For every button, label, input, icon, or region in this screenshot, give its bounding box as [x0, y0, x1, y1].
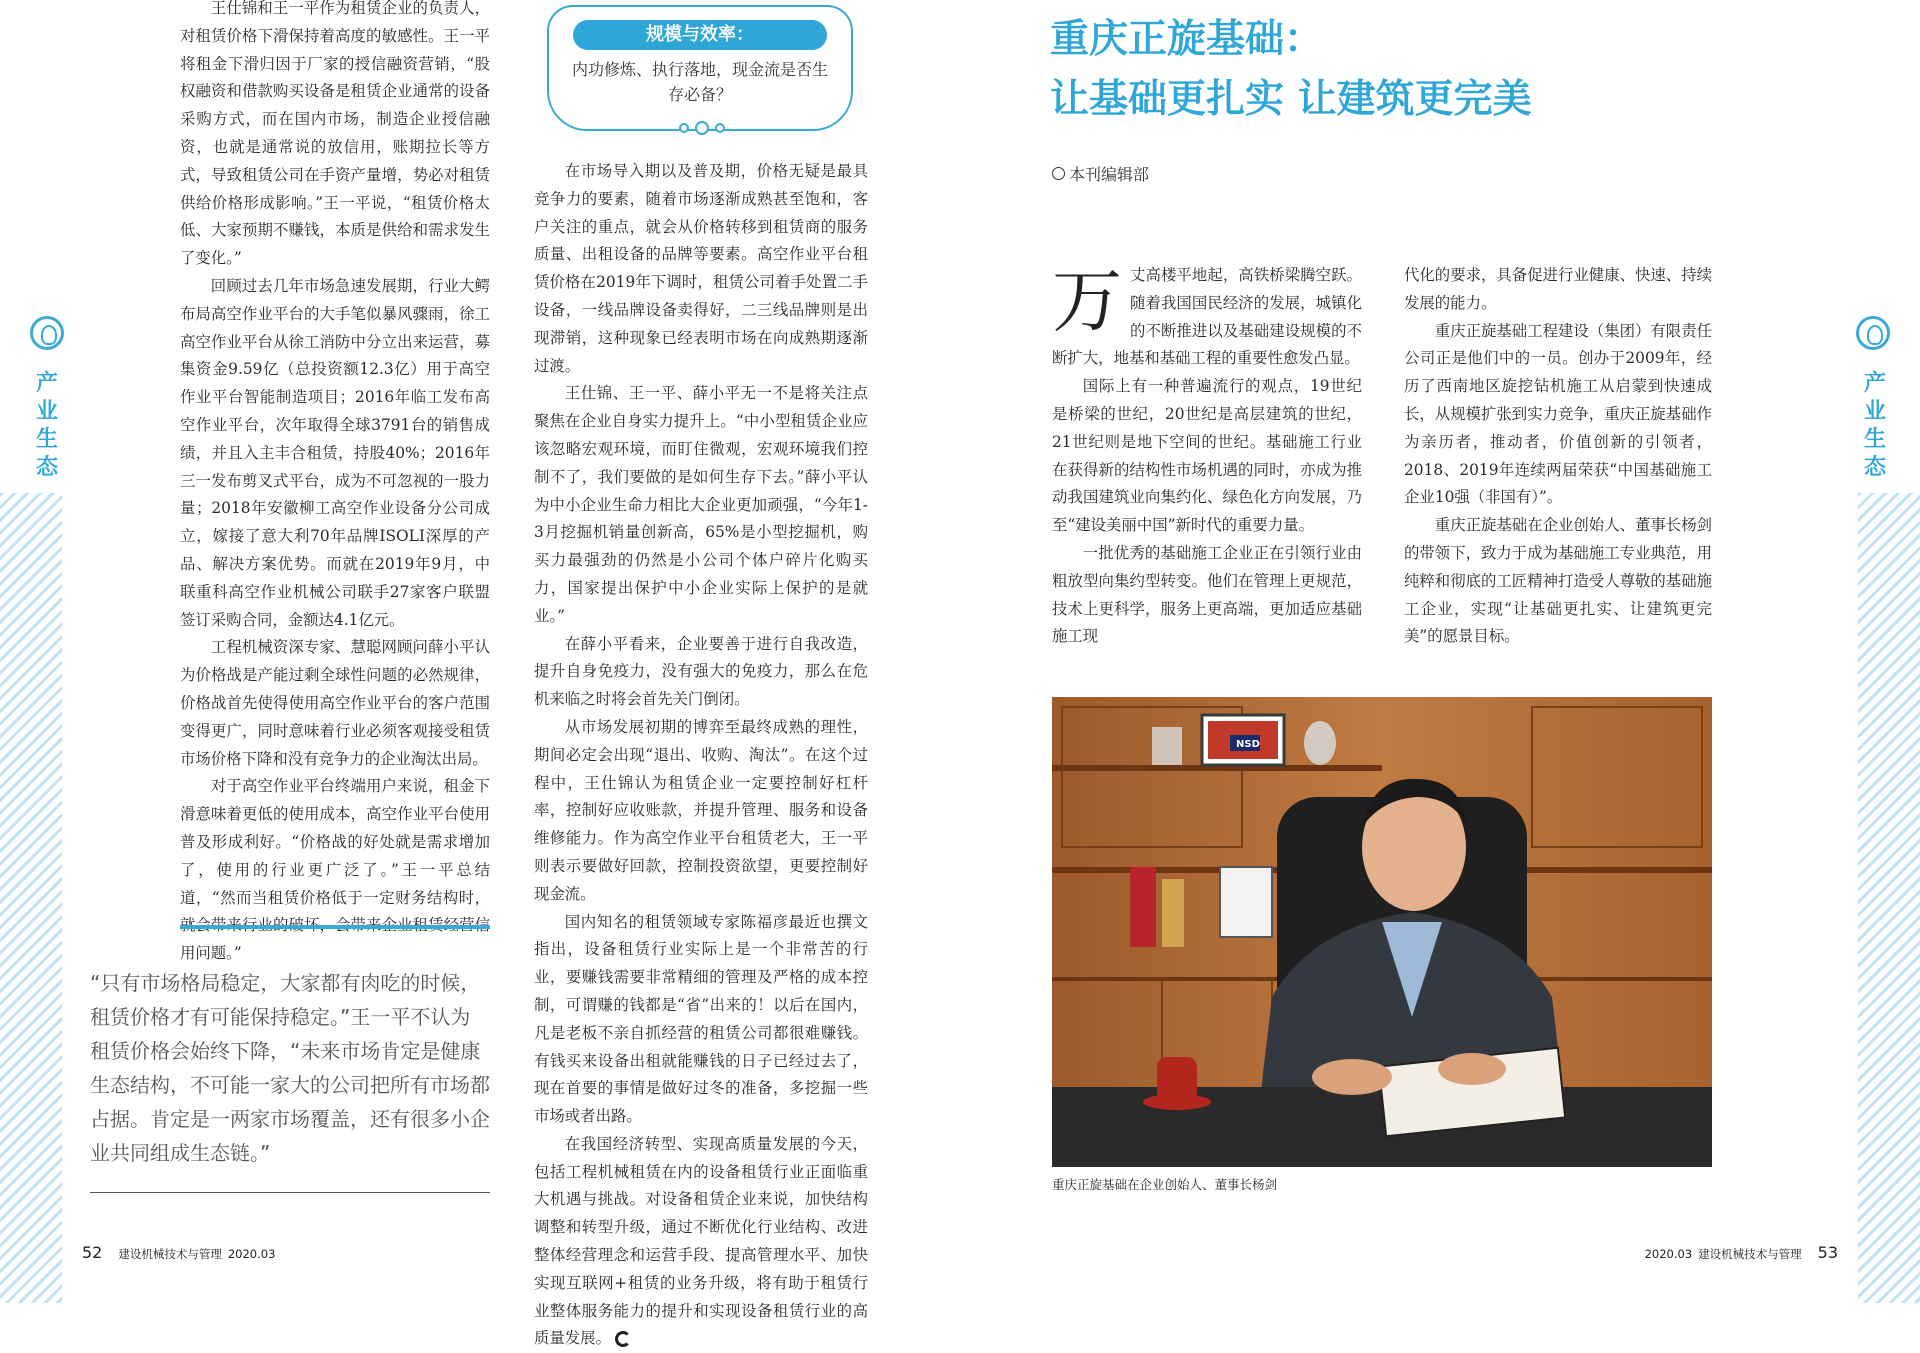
article-title-line-1: 重庆正旋基础：	[1050, 17, 1324, 62]
callout-title: 规模与效率：	[573, 20, 827, 50]
publication-name: 建设机械技术与管理	[1698, 1247, 1802, 1261]
circle-bullet-icon	[1052, 167, 1065, 180]
byline	[1052, 162, 1149, 185]
paragraph: 工程机械资深专家、慧聪网顾问薛小平认为价格战是产能过剩全球性问题的必然规律，价格战首先使得使用高空作业平台的客户范围变得更广，同时意味着行业必须客观接受租赁市场价格下降和没有竞争力的企业淘汰出局。	[180, 638, 490, 768]
paragraph: 一批优秀的基础施工企业正在引领行业由粗放型向集约型转变。他们在管理上更规范，技术上更科学，服务上更高端，更加适应基础施工现	[1052, 543, 1362, 646]
paragraph-text: 在我国经济转型、实现高质量发展的今天，包括工程机械租赁在内的设备租赁行业正面临重大机遇与挑战。对设备租赁企业来说，加快结构调整和转型升级，通过不断优化行业结构、改进整体经营理念和运营手段、提高管理水平、加快实现互联网+租赁的业务升级，将有助于租赁行业整体服务能力的提升和实现设备租赁行业的高质量发展。	[534, 1134, 868, 1348]
pull-quote-bottom-rule	[90, 1192, 490, 1193]
publication-name: 建设机械技术与管理	[118, 1247, 222, 1261]
issue-number: 2020.03	[227, 1247, 276, 1261]
right-page-stripe-decoration	[1858, 493, 1920, 1303]
section-emblem-icon	[30, 316, 64, 350]
drop-cap: 万	[1052, 260, 1122, 342]
byline-text: 本刊编辑部	[1069, 165, 1150, 184]
paragraph: 王仕锦和王一平作为租赁企业的负责人，对租赁价格下滑保持着高度的敏感性。王一平将租金下滑归因于厂家的授信融资营销，“股权融资和借款购买设备是租赁企业通常的设备采购方式，而在国内市场，制造企业授信融资，也就是通常说的放信用，账期拉长等方式，导致租赁公司在手资产量增，势必对租赁供给价格形成影响。”王一平说，“租赁价格太低、大家预期不赚钱，本质是供给和需求发生了变化。”	[180, 0, 490, 268]
paragraph: 重庆正旋基础工程建设（集团）有限责任公司正是他们中的一员。创办于2009年，经历了西南地区旋挖钻机施工从启蒙到快速成长，从规模扩张到实力竞争，重庆正旋基础作为亲历者，推动者，价值创新的引领者，2018、2019年连续两届荣获“中国基础施工企业10强（非国有）”。	[1404, 321, 1712, 507]
footer-left	[82, 1243, 275, 1262]
continued-paragraph: 代化的要求，具备促进行业健康、快速、持续发展的能力。	[1404, 266, 1712, 312]
paragraph-last	[534, 1131, 868, 1353]
callout-dots-decoration	[679, 121, 725, 135]
section-emblem-icon	[1856, 316, 1890, 350]
article-column-3	[1052, 262, 1362, 651]
article-column-2	[534, 158, 868, 1353]
chairman-photo	[1052, 697, 1712, 1167]
issue-number: 2020.03	[1644, 1247, 1693, 1261]
article-title	[1050, 10, 1700, 130]
paragraph: 国际上有一种普遍流行的观点，19世纪是桥梁的世纪，20世纪是高层建筑的世纪，21世纪则是地下空间的世纪。基础施工行业在获得新的结构性市场机遇的同时，亦成为推动我国建筑业向集约化、绿色化方向发展，乃至“建设美丽中国”新时代的重要力量。	[1052, 377, 1362, 535]
section-label-left: 产业生态	[35, 371, 58, 480]
photo-caption: 重庆正旋基础在企业创始人、董事长杨剑	[1052, 1177, 1278, 1192]
paragraph: 从市场发展初期的博弈至最终成熟的理性，期间必定会出现“退出、收购、淘汰”。在这个过程中，王仕锦认为租赁企业一定要控制好杠杆率，控制好应收账款，并提升管理、服务和设备维修能力。作为高空作业平台租赁老大，王一平则表示要做好回款，控制投资欲望，更要控制好现金流。	[534, 717, 868, 903]
paragraph: 在薛小平看来，企业要善于进行自我改造，提升自身免疫力，没有强大的免疫力，那么在危机来临之时将会首先关门倒闭。	[534, 634, 868, 709]
footer-right	[1645, 1243, 1838, 1262]
paragraph: 在市场导入期以及普及期，价格无疑是最具竞争力的要素，随着市场逐渐成熟甚至饱和，客户关注的重点，就会从价格转移到租赁商的服务质量、出租设备的品牌等要素。高空作业平台租赁价格在2019年下调时，租赁公司着手处置二手设备，一线品牌设备卖得好，二三线品牌则是出现滞销，这种现象已经表明市场在向成熟期逐渐过渡。	[534, 162, 868, 375]
article-column-1	[180, 0, 490, 968]
left-page-stripe-decoration	[0, 493, 62, 1303]
paragraph: 回顾过去几年市场急速发展期，行业大鳄布局高空作业平台的大手笔似暴风骤雨，徐工高空作业平台从徐工消防中分立出来运营，募集资金9.59亿（总投资额12.3亿）用于高空作业平台智能制造项目；2016年临工发布高空作业平台，次年取得全球3791台的销售成绩，并且入主丰合租赁，持股40%；2016年三一发布剪叉式平台，成为不可忽视的一股力量；2018年安徽柳工高空作业设备分公司成立，嫁接了意大利70年品牌ISOLI深厚的产品、解决方案优势。而就在2019年9月，中联重科高空作业机械公司联手27家客户联盟签订采购合同，金额达4.1亿元。	[180, 276, 490, 629]
page-number: 52	[82, 1243, 103, 1262]
paragraph: 对于高空作业平台终端用户来说，租金下滑意味着更低的使用成本，高空作业平台使用普及形成利好。“价格战的好处就是需求增加了，使用的行业更广泛了。”王一平总结道，“然而当租赁价格低于一定财务结构时， 用问题。”	[180, 777, 490, 963]
pull-quote: “只有市场格局稳定，大家都有肉吃的时候，租赁价格才有可能保持稳定。”王一平不认为租赁价格会始终下降，“未来市场肯定是健康生态结构，不可能一家大的公司把所有市场都占据。肯定是一两家市场覆盖，还有很多小企业共同组成生态链。”	[90, 971, 490, 1165]
photo-sign-text: NSD	[1236, 739, 1260, 750]
end-mark-icon	[615, 1331, 631, 1347]
paragraph-text: 丈高楼平地起，高铁桥梁腾空跃。随着我国国民经济的发展，城镇化的不断推进以及基础建设规模的不断扩大，地基和基础工程的重要性愈发凸显。	[1052, 266, 1362, 368]
article-column-4	[1404, 262, 1712, 651]
page-number: 53	[1817, 1243, 1838, 1262]
paragraph: 王仕锦、王一平、薛小平无一不是将关注点聚焦在企业自身实力提升上。“中小型租赁企业应该忽略宏观环境，而盯住微观，宏观环境我们控制不了，我们要做的是如何生存下去。”薛小平认为中小企业生命力相比大企业更加顽强，“今年1-3月挖掘机销量创新高，65%是小型挖掘机，购买力最强劲的仍然是小公司个体户碎片化购买力，国家提出保护中小企业实际上保护的是就业。”	[534, 384, 868, 625]
section-label-right: 产业生态	[1863, 371, 1886, 480]
section-callout-box	[547, 5, 853, 131]
pull-quote-top-rule	[180, 925, 490, 929]
article-title-line-2: 让基础更扎实 让建筑更完美	[1050, 77, 1532, 122]
opening-paragraph	[1052, 262, 1362, 373]
paragraph: 国内知名的租赁领域专家陈福彦最近也撰文指出，设备租赁行业实际上是一个非常苦的行业，要赚钱需要非常精细的管理及严格的成本控制，可谓赚的钱都是“省”出来的！以后在国内，凡是老板不亲自抓经营的租赁公司都很难赚钱。有钱买来设备出租就能赚钱的日子已经过去了，现在首要的事情是做好过冬的准备，多挖掘一些市场或者出路。	[534, 912, 868, 1126]
callout-text: 内功修炼、执行落地，现金流是否生存必备？	[571, 60, 828, 104]
paragraph: 重庆正旋基础在企业创始人、董事长杨剑的带领下，致力于成为基础施工专业典范，用纯粹和彻底的工匠精神打造受人尊敬的基础施工企业，实现“让基础更扎实、让建筑更完美”的愿景目标。	[1404, 516, 1712, 646]
